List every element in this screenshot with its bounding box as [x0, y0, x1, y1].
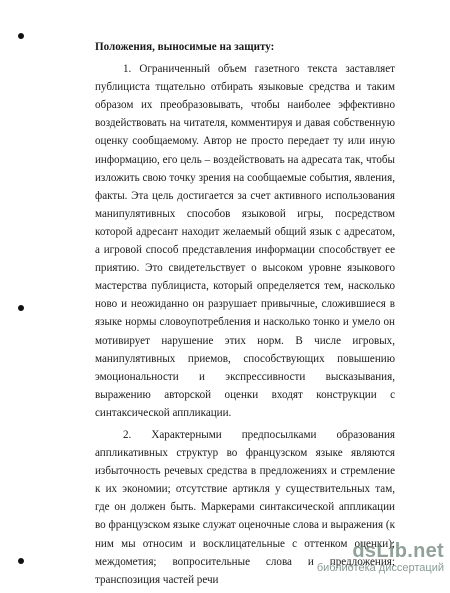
watermark-subtitle: библиотека диссертаций	[316, 562, 444, 574]
document-body	[95, 38, 395, 593]
bullet-dot	[18, 305, 24, 311]
watermark-logo: dsLib.net	[352, 540, 444, 562]
paragraph-1: 1. Ограниченный объем газетного текста заставляет публициста тщательно отбирать языковые средства и таким образом их преобразовывать, чтобы наиболее эффективно воздействовать на читателя, комментируя и давая собственную оценку сообщаемому. Автор не просто передает ту или иную информацию, его цель – воздействовать на адресата так, чтобы изложить свою точку зрения на сообщаемые события, явления, факты. Эта цель достигается за счет активного использования манипулятивных способов языковой игры, посредством которой адресант находит желаемый общий язык с адресатом, а игровой способ представления информации способствует ее приятию. Это свидетельствует о высоком уровне языкового мастерства публициста, который определяется тем, насколько ново и неожиданно он разрушает привычные, сложившиеся в языке нормы словоупотребления и насколько тонко и умело он мотивирует нарушение этих норм. В числе игровых, манипулятивных приемов, способствующих повышению эмоциональности и экспрессивности высказывания, выражению авторской оценки входят конструкции с синтаксической аппликации.	[95, 63, 395, 419]
section-heading: Положения, выносимые на защиту:	[95, 41, 275, 53]
watermark	[316, 540, 444, 576]
paragraph-2: 2. Характерными предпосылками образования аппликативных структур во французском языке являются избыточность речевых средства в предложениях и стремление к их экономии; отсутствие артикля у существительных там, где он должен быть. Маркерами синтаксической аппликации во французском языке служат оценочные слова и выражения (к ним мы относим и восклицательные с оттенком оценки); междометия; вопросительные слова и предложения; транспозиция частей речи	[95, 428, 395, 586]
bullet-dot	[18, 33, 24, 39]
bullet-dot	[18, 558, 24, 564]
